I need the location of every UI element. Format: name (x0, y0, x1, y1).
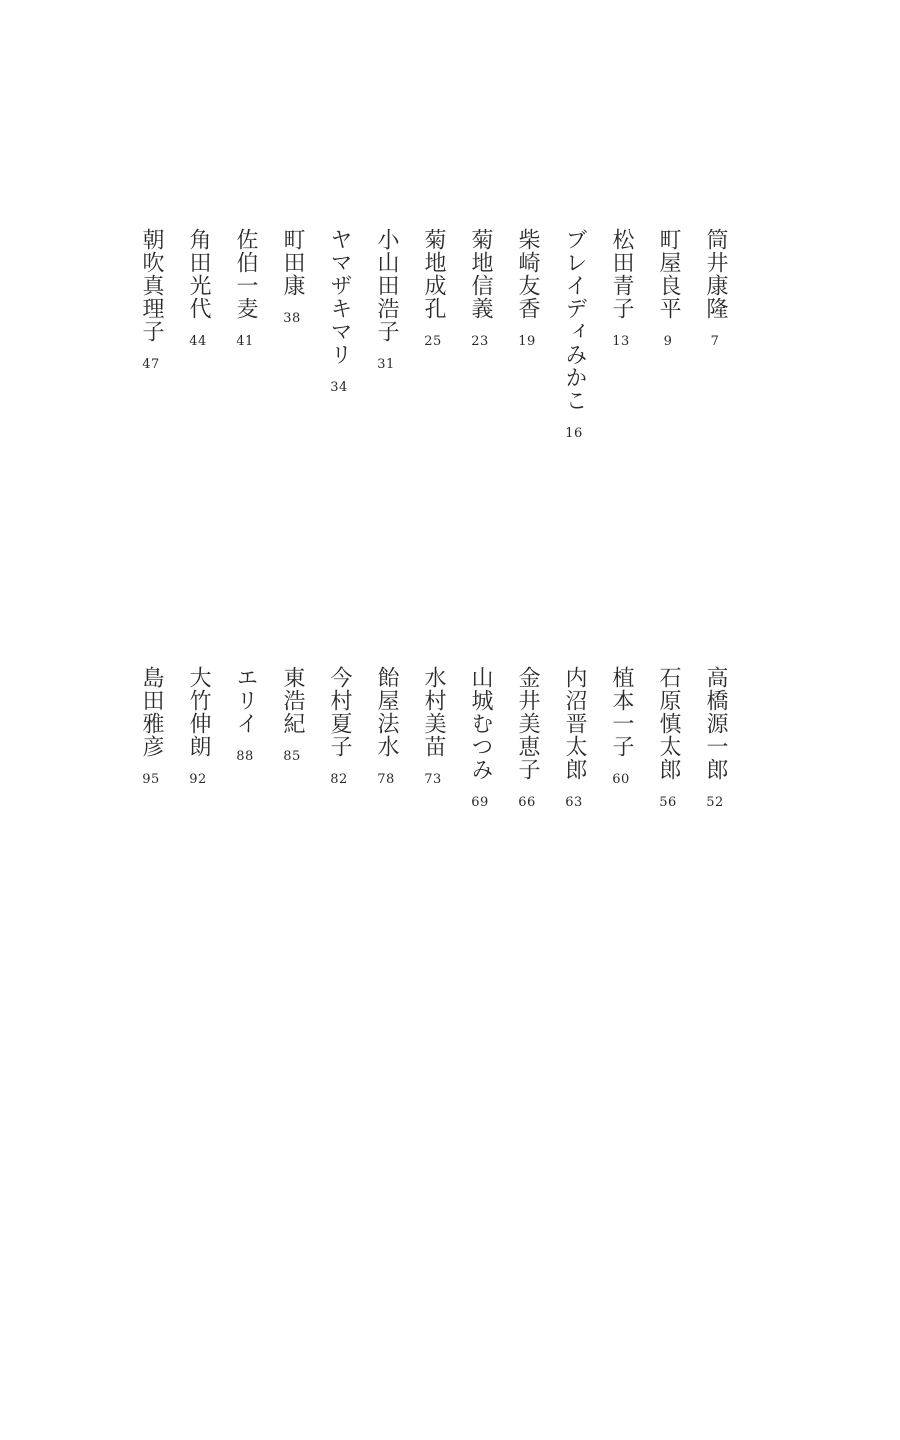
page-number: 82 (330, 772, 348, 787)
toc-entry (606, 228, 636, 350)
author-name: 朝吹真理子 (139, 228, 164, 343)
toc-entry (653, 666, 683, 811)
page-number: 73 (424, 772, 442, 787)
author-name: 金井美恵子 (515, 666, 540, 781)
page-number: 31 (377, 357, 395, 372)
page-number: 38 (283, 311, 301, 326)
toc-entry (230, 666, 260, 765)
toc-entry (277, 228, 307, 327)
page-number: 44 (189, 334, 207, 349)
page-number: 34 (330, 380, 348, 395)
toc-entry (136, 228, 166, 373)
author-name: 内沼晋太郎 (562, 666, 587, 781)
page-number: 69 (471, 795, 489, 810)
toc-entry (559, 666, 589, 811)
page-number: 19 (518, 334, 536, 349)
page-number: 78 (377, 772, 395, 787)
toc-bottom-block (0, 666, 900, 866)
toc-entry (465, 228, 495, 350)
author-name: 柴崎友香 (515, 228, 540, 320)
author-name: 山城むつみ (468, 666, 493, 781)
toc-entry (324, 666, 354, 788)
page-number: 47 (142, 357, 160, 372)
toc-entry (183, 666, 213, 788)
author-name: 東浩紀 (280, 666, 305, 735)
toc-entry (324, 228, 354, 396)
toc-entry (700, 666, 730, 811)
author-name: 水村美苗 (421, 666, 446, 758)
author-name: エリイ (233, 666, 258, 735)
toc-entry (606, 666, 636, 788)
toc-entry (700, 228, 730, 350)
page-number: 56 (659, 795, 677, 810)
author-name: 菊地成孔 (421, 228, 446, 320)
author-name: ヤマザキマリ (327, 228, 352, 366)
page-number: 66 (518, 795, 536, 810)
page-number: 23 (471, 334, 489, 349)
toc-entry (230, 228, 260, 350)
toc-entry (277, 666, 307, 765)
author-name: ブレイディみかこ (562, 228, 587, 412)
author-name: 角田光代 (186, 228, 211, 320)
author-name: 佐伯一麦 (233, 228, 258, 320)
page-number: 92 (189, 772, 207, 787)
author-name: 島田雅彦 (139, 666, 164, 758)
page-number: 16 (565, 426, 583, 441)
toc-entry (183, 228, 213, 350)
author-name: 飴屋法水 (374, 666, 399, 758)
page-number: 88 (236, 749, 254, 764)
toc-entry (371, 228, 401, 373)
author-name: 松田青子 (609, 228, 634, 320)
page-number: 9 (663, 334, 673, 349)
page-number: 41 (236, 334, 254, 349)
toc-entry (136, 666, 166, 788)
page-number: 25 (424, 334, 442, 349)
toc-entry (418, 666, 448, 788)
toc-entry (512, 228, 542, 350)
author-name: 今村夏子 (327, 666, 352, 758)
page-number: 63 (565, 795, 583, 810)
toc-entry (465, 666, 495, 811)
author-name: 町屋良平 (656, 228, 681, 320)
author-name: 高橋源一郎 (703, 666, 728, 781)
author-name: 筒井康隆 (703, 228, 728, 320)
page-number: 95 (142, 772, 160, 787)
author-name: 菊地信義 (468, 228, 493, 320)
page-number: 13 (612, 334, 630, 349)
author-name: 石原慎太郎 (656, 666, 681, 781)
page-number: 85 (283, 749, 301, 764)
author-name: 町田康 (280, 228, 305, 297)
author-name: 大竹伸朗 (186, 666, 211, 758)
page-number: 60 (612, 772, 630, 787)
toc-entry (653, 228, 683, 350)
page-number: 52 (706, 795, 724, 810)
toc-entry (559, 228, 589, 442)
author-name: 植本一子 (609, 666, 634, 758)
page-number: 7 (710, 334, 720, 349)
toc-top-block (0, 228, 900, 488)
toc-entry (512, 666, 542, 811)
toc-entry (371, 666, 401, 788)
toc-entry (418, 228, 448, 350)
author-name: 小山田浩子 (374, 228, 399, 343)
